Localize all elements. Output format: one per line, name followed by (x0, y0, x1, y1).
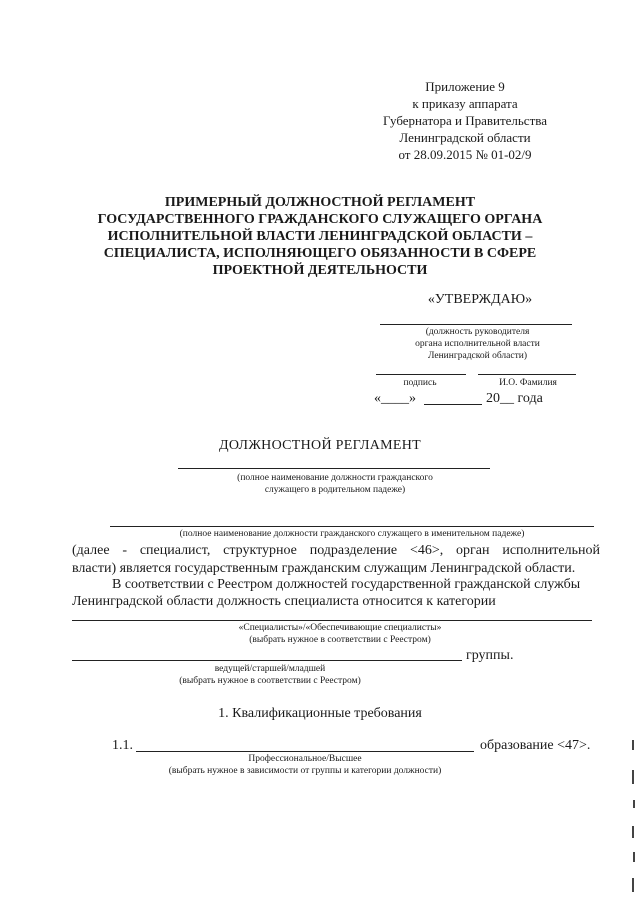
hint-line: (должность руководителя (425, 327, 530, 337)
paragraph-line: власти) является государственным гражданским служащим Ленинградской области. (72, 561, 576, 576)
item-number: 1.1. (112, 738, 133, 753)
hint-line: (полное наименование должности гражданского (237, 473, 433, 483)
scan-mark (632, 740, 634, 750)
signature-fill-line (376, 374, 466, 375)
genitive-fill-line (178, 468, 490, 469)
title-line: ГОСУДАРСТВЕННОГО ГРАЖДАНСКОГО СЛУЖАЩЕГО ОРГАНА (97, 212, 543, 227)
scan-mark (633, 852, 635, 862)
nominative-fill-line (110, 526, 594, 527)
paragraph-line: В соответствии с Реестром должностей государственной гражданской службы (112, 577, 581, 592)
paragraph-line: (далее - специалист, структурное подразделение <46>, орган исполнительной (72, 543, 600, 558)
scan-mark (632, 878, 634, 892)
hint-line: (выбрать нужное в зависимости от группы и категории должности) (168, 766, 442, 776)
appendix-block (370, 78, 560, 163)
appendix-line: Ленинградской области (399, 130, 531, 145)
scan-mark (632, 826, 634, 838)
hint-line: (выбрать нужное в соответствии с Реестром) (179, 676, 361, 686)
hint-line: «Специалисты»/«Обеспечивающие специалисты» (238, 623, 442, 633)
category-hint (180, 622, 500, 646)
approval-heading: «УТВЕРЖДАЮ» (427, 292, 533, 307)
hint-line: ведущей/старшей/младшей (214, 664, 326, 674)
appendix-line: Губернатора и Правительства (383, 113, 547, 128)
appendix-line: к приказу аппарата (412, 96, 518, 111)
scan-mark (633, 800, 635, 808)
appendix-line: Приложение 9 (425, 79, 505, 94)
hint-line: органа исполнительной власти (415, 339, 540, 349)
item-suffix: образование <47>. (480, 738, 591, 753)
hint-line: служащего в родительном падеже) (264, 485, 406, 495)
section-heading: 1. Квалификационные требования (218, 706, 422, 721)
appendix-line: от 28.09.2015 № 01-02/9 (398, 147, 532, 162)
position-fill-line (380, 324, 572, 325)
nominative-hint: (полное наименование должности гражданского служащего в именительном падеже) (179, 529, 525, 539)
date-year: 20__ года (486, 391, 543, 406)
scan-mark (632, 770, 634, 784)
title-line: СПЕЦИАЛИСТА, ИСПОЛНЯЮЩЕГО ОБЯЗАННОСТИ В СФЕРЕ (103, 246, 537, 261)
education-hint (140, 753, 470, 777)
signature-label: подпись (403, 378, 437, 388)
title-line: ИСПОЛНИТЕЛЬНОЙ ВЛАСТИ ЛЕНИНГРАДСКОЙ ОБЛАСТИ – (107, 229, 533, 244)
position-hint (390, 326, 565, 362)
date-month-line (424, 404, 482, 405)
document-title (90, 194, 550, 279)
group-fill-line (72, 660, 462, 661)
name-fill-line (478, 374, 576, 375)
hint-line: Профессиональное/Высшее (248, 754, 362, 764)
paragraph-line: Ленинградской области должность специалиста относится к категории (72, 594, 496, 609)
hint-line: (выбрать нужное в соответствии с Реестром) (249, 635, 431, 645)
category-fill-line (72, 620, 592, 621)
education-fill-line (136, 751, 474, 752)
date-day: «____» (374, 391, 416, 406)
title-line: ПРИМЕРНЫЙ ДОЛЖНОСТНОЙ РЕГЛАМЕНТ (164, 195, 476, 210)
name-label: И.О. Фамилия (499, 378, 557, 388)
title-line: ПРОЕКТНОЙ ДЕЯТЕЛЬНОСТИ (212, 263, 428, 278)
regulation-heading: ДОЛЖНОСТНОЙ РЕГЛАМЕНТ (218, 438, 422, 453)
group-word: группы. (466, 648, 514, 663)
genitive-hint (190, 472, 480, 496)
group-hint (150, 663, 390, 687)
hint-line: Ленинградской области) (427, 351, 528, 361)
